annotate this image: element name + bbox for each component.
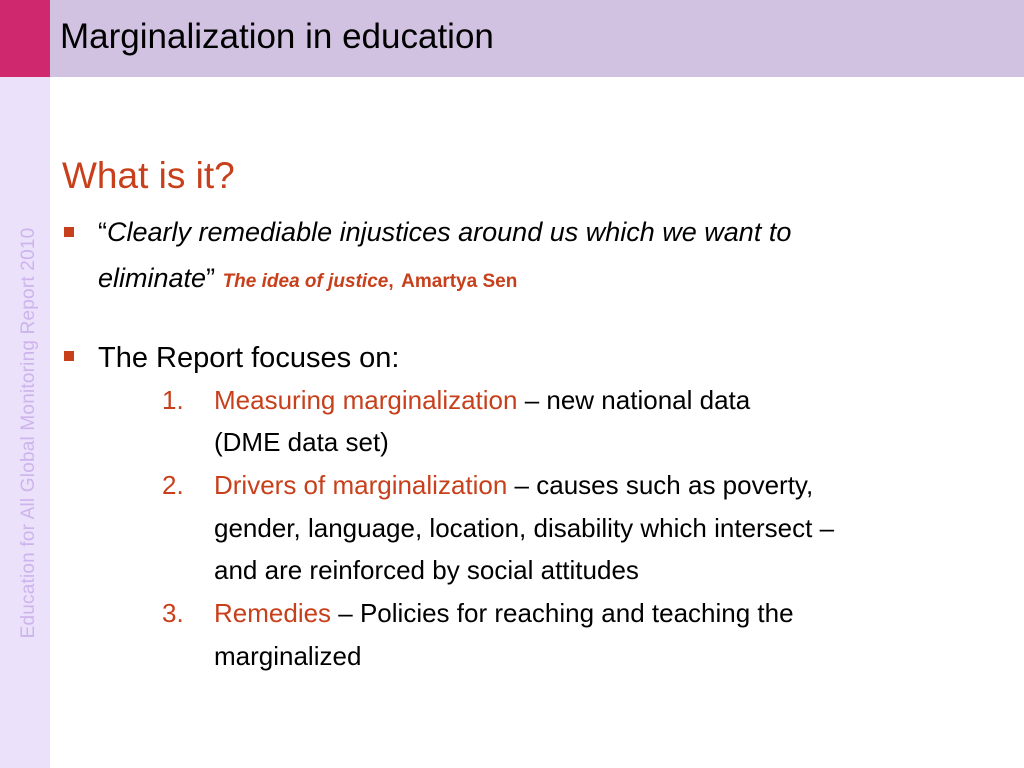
close-quote: ” xyxy=(206,263,216,293)
slide-title: Marginalization in education xyxy=(60,17,494,56)
bullet-square-icon xyxy=(64,351,74,361)
item-line xyxy=(214,385,750,416)
report-intro: The Report focuses on: xyxy=(98,342,400,374)
quote-source-book: The idea of justice xyxy=(222,271,389,292)
item-number: 2. xyxy=(162,470,184,500)
side-label: Education for All Global Monitoring Report 2010 xyxy=(18,227,39,639)
item-line: (DME data set) xyxy=(214,427,389,457)
item-text: – Policies for reaching and teaching the xyxy=(331,598,794,628)
item-highlight: Drivers of marginalization xyxy=(214,470,508,500)
item-number: 3. xyxy=(162,598,184,628)
quote-text-1: Clearly remediable injustices around us which we want to xyxy=(107,217,792,247)
item-highlight: Remedies xyxy=(214,598,332,628)
item-highlight: Measuring marginalization xyxy=(214,385,518,415)
open-quote: “ xyxy=(98,217,107,247)
section-heading: What is it? xyxy=(62,155,235,196)
item-text: – causes such as poverty, xyxy=(507,470,814,500)
item-text: – new national data xyxy=(517,385,751,415)
item-line: marginalized xyxy=(214,641,362,671)
quote-line-2 xyxy=(98,262,517,294)
quote-source-author: Amartya Sen xyxy=(401,271,518,292)
quote-line-1 xyxy=(98,216,791,248)
item-line: gender, language, location, disability which intersect – xyxy=(214,513,835,543)
corner-accent-block xyxy=(0,0,50,77)
item-line xyxy=(214,598,794,629)
bullet-square-icon xyxy=(64,227,74,237)
item-number: 1. xyxy=(162,385,184,415)
quote-source-comma: , xyxy=(388,271,394,292)
item-line: and are reinforced by social attitudes xyxy=(214,555,639,585)
item-line xyxy=(214,470,813,501)
quote-text-2: eliminate xyxy=(98,263,207,293)
